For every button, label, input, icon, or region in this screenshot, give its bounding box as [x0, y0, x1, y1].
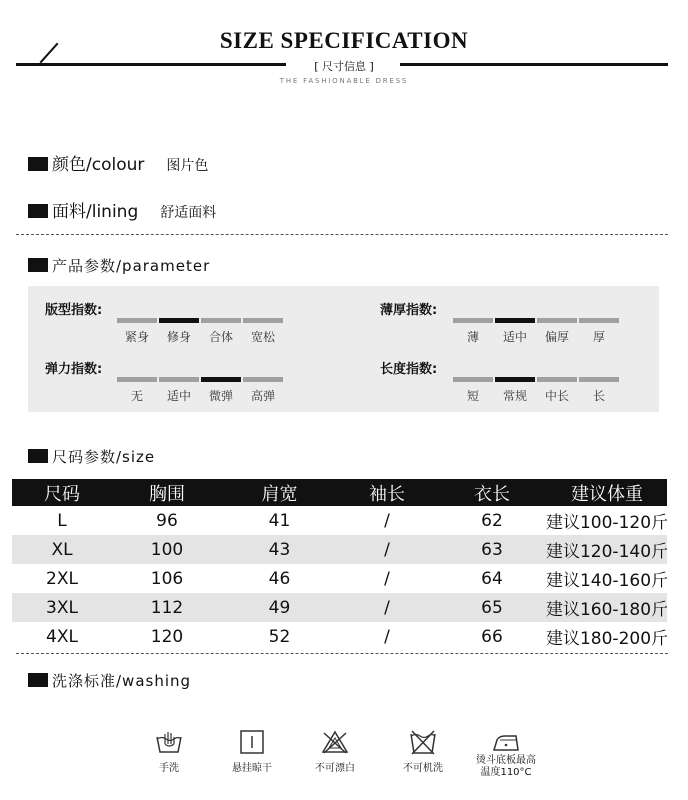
cell-sleeve: / — [384, 539, 390, 560]
lining-label: 面料/lining — [52, 202, 139, 222]
table-row — [12, 506, 667, 535]
param-option: 合体 — [208, 330, 233, 344]
cell-size: L — [57, 510, 67, 531]
page-title: SIZE SPECIFICATION — [219, 28, 469, 53]
cell-length: 65 — [481, 597, 503, 618]
washing-heading-text: 洗涤标准/washing — [52, 672, 192, 690]
wash-label: 不可机洗 — [403, 763, 443, 774]
parameter-heading-text: 产品参数/parameter — [52, 257, 211, 275]
cell-shoulder: 41 — [268, 510, 291, 531]
wash-label: 不可漂白 — [315, 763, 355, 774]
page-tagline: THE FASHIONABLE DRESS — [279, 77, 409, 85]
param-bar — [453, 318, 493, 323]
cell-weight: 建议140-160斤 — [545, 571, 669, 591]
size-heading-text: 尺码参数/size — [52, 448, 156, 466]
bullet-square-icon — [28, 258, 48, 272]
cell-sleeve: / — [384, 568, 390, 589]
hang-dry-icon — [237, 728, 267, 756]
size-heading — [28, 446, 155, 467]
param-bar — [537, 318, 577, 323]
iron-icon — [491, 728, 521, 756]
wash-label-line: 烫斗底板最高 — [476, 755, 536, 766]
param-bar — [117, 318, 157, 323]
param-option: 无 — [130, 389, 143, 403]
cell-sleeve: / — [384, 510, 390, 531]
param-option: 短 — [466, 389, 479, 403]
bullet-square-icon — [28, 157, 48, 171]
parameter-heading — [28, 255, 210, 276]
param-option: 修身 — [166, 330, 191, 344]
param-label: 薄厚指数: — [380, 303, 438, 318]
cell-shoulder: 52 — [268, 626, 291, 647]
param-bar — [495, 318, 535, 323]
param-option: 宽松 — [250, 330, 275, 344]
column-header: 袖长 — [369, 483, 405, 505]
colour-value: 图片色 — [166, 158, 209, 174]
param-option: 薄 — [466, 330, 479, 344]
cell-chest: 106 — [150, 568, 184, 589]
lining-row — [28, 197, 216, 222]
param-option: 微弹 — [208, 389, 233, 403]
param-bar — [243, 318, 283, 323]
param-bar — [201, 377, 241, 382]
param-bar — [117, 377, 157, 382]
param-bar — [579, 377, 619, 382]
table-row — [12, 622, 667, 651]
cell-length: 63 — [481, 539, 503, 560]
colour-row — [28, 150, 208, 175]
cell-length: 62 — [481, 510, 503, 531]
cell-shoulder: 49 — [268, 597, 291, 618]
param-bar — [159, 377, 199, 382]
param-option: 中长 — [544, 389, 569, 403]
table-row — [12, 593, 667, 622]
cell-chest: 120 — [150, 626, 184, 647]
washing-heading — [28, 670, 191, 691]
param-label: 长度指数: — [380, 362, 438, 377]
table-row — [12, 564, 667, 593]
bullet-square-icon — [28, 204, 48, 218]
param-bar — [537, 377, 577, 382]
column-header: 衣长 — [474, 483, 510, 505]
column-header: 尺码 — [44, 483, 80, 505]
param-label: 弹力指数: — [45, 362, 103, 377]
cell-size: 3XL — [46, 597, 78, 618]
bullet-square-icon — [28, 449, 48, 463]
no-machine-wash-icon — [408, 728, 438, 756]
wash-label-line: 温度110°C — [480, 767, 532, 778]
divider — [16, 653, 668, 654]
cell-length: 64 — [481, 568, 503, 589]
param-option: 高弹 — [250, 389, 275, 403]
page-subtitle: [ 尺寸信息 ] — [314, 60, 374, 73]
cell-weight: 建议180-200斤 — [545, 629, 669, 649]
wash-label — [466, 755, 546, 779]
param-option: 常规 — [502, 389, 527, 403]
colour-label: 颜色/colour — [52, 155, 145, 175]
table-row — [12, 535, 667, 564]
cell-weight: 建议120-140斤 — [545, 542, 669, 562]
wash-label: 手洗 — [159, 763, 179, 774]
param-bar — [579, 318, 619, 323]
param-bar — [453, 377, 493, 382]
column-header: 肩宽 — [261, 483, 298, 505]
parameter-panel — [28, 286, 659, 412]
cell-weight: 建议100-120斤 — [545, 513, 669, 533]
hand-wash-icon — [154, 728, 184, 756]
param-bar — [159, 318, 199, 323]
cell-length: 66 — [481, 626, 503, 647]
cell-chest: 96 — [156, 510, 178, 531]
column-header: 建议体重 — [571, 483, 643, 505]
param-label: 版型指数: — [45, 303, 103, 318]
no-bleach-icon — [320, 728, 350, 756]
param-bar — [201, 318, 241, 323]
param-option: 适中 — [166, 389, 191, 403]
bullet-square-icon — [28, 673, 48, 687]
wash-label: 悬挂晾干 — [232, 763, 272, 774]
param-option: 适中 — [502, 330, 527, 344]
cell-shoulder: 43 — [268, 539, 291, 560]
cell-sleeve: / — [384, 597, 390, 618]
cell-size: XL — [51, 539, 73, 560]
size-table-header — [12, 479, 667, 506]
cell-chest: 112 — [150, 597, 184, 618]
param-option: 偏厚 — [544, 330, 569, 344]
cell-size: 2XL — [46, 568, 78, 589]
param-option: 长 — [592, 389, 605, 403]
param-bar — [495, 377, 535, 382]
cell-weight: 建议160-180斤 — [545, 600, 669, 620]
param-option: 厚 — [592, 330, 605, 344]
cell-chest: 100 — [150, 539, 184, 560]
column-header: 胸围 — [149, 483, 185, 505]
param-bar — [243, 377, 283, 382]
param-option: 紧身 — [124, 330, 149, 344]
divider — [16, 234, 668, 235]
cell-size: 4XL — [46, 626, 78, 647]
lining-value: 舒适面料 — [160, 205, 217, 221]
cell-sleeve: / — [384, 626, 390, 647]
cell-shoulder: 46 — [268, 568, 291, 589]
